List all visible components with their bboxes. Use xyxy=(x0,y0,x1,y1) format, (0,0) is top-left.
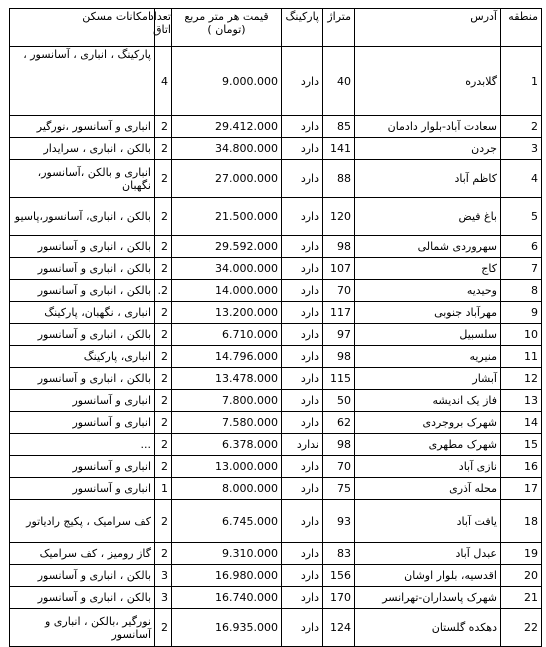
header-address: آدرس xyxy=(355,9,501,47)
cell-region: 10 xyxy=(501,324,542,346)
cell-region: 19 xyxy=(501,543,542,565)
cell-address: آبشار xyxy=(355,368,501,390)
cell-rooms: 3 xyxy=(155,587,172,609)
header-parking: پارکینگ xyxy=(282,9,323,47)
header-price xyxy=(172,9,282,47)
cell-amenities: بالکن ، انباری و آسانسور xyxy=(10,565,155,587)
table-row xyxy=(10,543,542,565)
cell-price: 16.740.000 xyxy=(172,587,282,609)
cell-address: شهرک مطهری xyxy=(355,434,501,456)
cell-region: 5 xyxy=(501,198,542,236)
cell-amenities: بالکن ، انباری و آسانسور xyxy=(10,324,155,346)
header-row xyxy=(10,9,542,47)
cell-parking: دارد xyxy=(282,368,323,390)
cell-parking: دارد xyxy=(282,324,323,346)
cell-parking: ندارد xyxy=(282,434,323,456)
cell-amenities: بالکن ، انباری و آسانسور xyxy=(10,280,155,302)
cell-rooms: 2 xyxy=(155,236,172,258)
table-row xyxy=(10,258,542,280)
cell-region: 7 xyxy=(501,258,542,280)
cell-price: 6.378.000 xyxy=(172,434,282,456)
cell-price: 16.980.000 xyxy=(172,565,282,587)
cell-price: 21.500.000 xyxy=(172,198,282,236)
cell-address: محله آذری xyxy=(355,478,501,500)
cell-area: 75 xyxy=(323,478,355,500)
cell-amenities: ... xyxy=(10,434,155,456)
cell-parking: دارد xyxy=(282,587,323,609)
cell-region: 16 xyxy=(501,456,542,478)
cell-parking: دارد xyxy=(282,258,323,280)
cell-area: 98 xyxy=(323,434,355,456)
cell-amenities: بالکن ، انباری، آسانسور،پاسیو xyxy=(10,198,155,236)
cell-address: سعادت آباد-بلوار دادمان xyxy=(355,116,501,138)
cell-area: 88 xyxy=(323,160,355,198)
cell-rooms: 3 xyxy=(155,565,172,587)
cell-address: منیریه xyxy=(355,346,501,368)
cell-area: 85 xyxy=(323,116,355,138)
cell-parking: دارد xyxy=(282,346,323,368)
cell-parking: دارد xyxy=(282,565,323,587)
cell-amenities: بالکن ، انباری و آسانسور xyxy=(10,368,155,390)
cell-amenities: کف سرامیک ، پکیج رادیاتور xyxy=(10,500,155,543)
cell-amenities: انباری و بالکن ،آسانسور، نگهبان xyxy=(10,160,155,198)
cell-parking: دارد xyxy=(282,543,323,565)
cell-price: 27.000.000 xyxy=(172,160,282,198)
cell-address: مهرآباد جنوبی xyxy=(355,302,501,324)
cell-rooms: 2 xyxy=(155,198,172,236)
cell-area: 120 xyxy=(323,198,355,236)
cell-price: 29.592.000 xyxy=(172,236,282,258)
cell-amenities: انباری و آسانسور xyxy=(10,456,155,478)
cell-price: 14.796.000 xyxy=(172,346,282,368)
header-rooms-line2: اتاق xyxy=(152,23,171,36)
cell-address: دهکده گلستان xyxy=(355,609,501,647)
table-row xyxy=(10,500,542,543)
cell-region: 20 xyxy=(501,565,542,587)
cell-parking: دارد xyxy=(282,478,323,500)
header-price-line1: قیمت هر متر مربع xyxy=(184,10,269,23)
cell-address: جردن xyxy=(355,138,501,160)
cell-rooms: 1 xyxy=(155,478,172,500)
cell-rooms: 2 xyxy=(155,258,172,280)
cell-region: 2 xyxy=(501,116,542,138)
cell-region: 6 xyxy=(501,236,542,258)
cell-area: 117 xyxy=(323,302,355,324)
cell-parking: دارد xyxy=(282,412,323,434)
cell-rooms: 2 xyxy=(155,160,172,198)
cell-area: 62 xyxy=(323,412,355,434)
header-area: متراژ xyxy=(323,9,355,47)
header-rooms-line1: تعداد xyxy=(148,10,171,23)
table-body xyxy=(10,47,542,647)
cell-rooms: 2 xyxy=(155,390,172,412)
cell-price: 7.800.000 xyxy=(172,390,282,412)
cell-parking: دارد xyxy=(282,609,323,647)
cell-amenities: بالکن ، انباری و آسانسور xyxy=(10,236,155,258)
cell-region: 17 xyxy=(501,478,542,500)
cell-area: 40 xyxy=(323,47,355,116)
cell-area: 141 xyxy=(323,138,355,160)
cell-parking: دارد xyxy=(282,456,323,478)
cell-rooms: 2 xyxy=(155,412,172,434)
cell-amenities: انباری و آسانسور xyxy=(10,478,155,500)
cell-price: 9.000.000 xyxy=(172,47,282,116)
cell-amenities: انباری و آسانسور ،نورگیر xyxy=(10,116,155,138)
cell-rooms: 2. xyxy=(155,280,172,302)
table-row xyxy=(10,434,542,456)
cell-amenities: انباری ، نگهبان، پارکینگ xyxy=(10,302,155,324)
table-row xyxy=(10,280,542,302)
table-row xyxy=(10,565,542,587)
cell-rooms: 2 xyxy=(155,138,172,160)
cell-area: 124 xyxy=(323,609,355,647)
cell-address: فاز یک اندیشه xyxy=(355,390,501,412)
cell-price: 29.412.000 xyxy=(172,116,282,138)
cell-area: 170 xyxy=(323,587,355,609)
cell-rooms: 2 xyxy=(155,543,172,565)
cell-area: 98 xyxy=(323,346,355,368)
cell-rooms: 2 xyxy=(155,456,172,478)
cell-parking: دارد xyxy=(282,116,323,138)
cell-address: سلسبیل xyxy=(355,324,501,346)
cell-region: 9 xyxy=(501,302,542,324)
cell-rooms: 2 xyxy=(155,368,172,390)
table-row xyxy=(10,116,542,138)
cell-address: سهروردی شمالی xyxy=(355,236,501,258)
cell-rooms: 2 xyxy=(155,346,172,368)
table-row xyxy=(10,160,542,198)
table-row xyxy=(10,47,542,116)
cell-price: 13.200.000 xyxy=(172,302,282,324)
cell-parking: دارد xyxy=(282,500,323,543)
table-row xyxy=(10,609,542,647)
cell-parking: دارد xyxy=(282,198,323,236)
cell-price: 8.000.000 xyxy=(172,478,282,500)
cell-region: 3 xyxy=(501,138,542,160)
cell-area: 115 xyxy=(323,368,355,390)
cell-parking: دارد xyxy=(282,280,323,302)
cell-price: 34.800.000 xyxy=(172,138,282,160)
cell-parking: دارد xyxy=(282,47,323,116)
cell-region: 15 xyxy=(501,434,542,456)
cell-rooms: 2 xyxy=(155,434,172,456)
cell-price: 14.000.000 xyxy=(172,280,282,302)
cell-price: 7.580.000 xyxy=(172,412,282,434)
cell-address: یافت آباد xyxy=(355,500,501,543)
table-row xyxy=(10,368,542,390)
cell-parking: دارد xyxy=(282,138,323,160)
cell-region: 4 xyxy=(501,160,542,198)
cell-address: گلابدره xyxy=(355,47,501,116)
cell-address: کاج xyxy=(355,258,501,280)
cell-amenities: گاز رومیز ، کف سرامیک xyxy=(10,543,155,565)
cell-rooms: 2 xyxy=(155,302,172,324)
header-rooms xyxy=(148,9,172,47)
cell-price: 13.000.000 xyxy=(172,456,282,478)
cell-address: شهرک بروجردی xyxy=(355,412,501,434)
table-row xyxy=(10,346,542,368)
cell-amenities: انباری و آسانسور xyxy=(10,390,155,412)
cell-parking: دارد xyxy=(282,236,323,258)
table-row xyxy=(10,390,542,412)
cell-price: 6.745.000 xyxy=(172,500,282,543)
cell-amenities: انباری و آسانسور xyxy=(10,412,155,434)
cell-rooms: 4 xyxy=(155,47,172,116)
cell-area: 107 xyxy=(323,258,355,280)
cell-address: عبدل آباد xyxy=(355,543,501,565)
cell-address: وحیدیه xyxy=(355,280,501,302)
cell-amenities: انباری، پارکینگ xyxy=(10,346,155,368)
cell-region: 1 xyxy=(501,47,542,116)
cell-price: 13.478.000 xyxy=(172,368,282,390)
table-row xyxy=(10,587,542,609)
cell-rooms: 2 xyxy=(155,324,172,346)
table-row xyxy=(10,412,542,434)
cell-amenities: پارکینگ ، انباری ، آسانسور ، xyxy=(10,47,155,116)
table-row xyxy=(10,478,542,500)
cell-area: 98 xyxy=(323,236,355,258)
cell-price: 16.935.000 xyxy=(172,609,282,647)
housing-table xyxy=(9,8,542,647)
cell-price: 9.310.000 xyxy=(172,543,282,565)
cell-region: 11 xyxy=(501,346,542,368)
cell-address: کاظم آباد xyxy=(355,160,501,198)
cell-region: 8 xyxy=(501,280,542,302)
cell-area: 50 xyxy=(323,390,355,412)
cell-address: باغ فیض xyxy=(355,198,501,236)
cell-rooms: 2 xyxy=(155,609,172,647)
cell-region: 18 xyxy=(501,500,542,543)
header-region: منطقه xyxy=(501,9,542,47)
cell-amenities: بالکن ، انباری و آسانسور xyxy=(10,587,155,609)
cell-region: 14 xyxy=(501,412,542,434)
cell-price: 34.000.000 xyxy=(172,258,282,280)
cell-rooms: 2 xyxy=(155,500,172,543)
cell-parking: دارد xyxy=(282,302,323,324)
cell-region: 22 xyxy=(501,609,542,647)
cell-area: 83 xyxy=(323,543,355,565)
table-row xyxy=(10,198,542,236)
cell-area: 156 xyxy=(323,565,355,587)
cell-address: اقدسیه، بلوار اوشان xyxy=(355,565,501,587)
cell-amenities: بالکن ، انباری و آسانسور xyxy=(10,258,155,280)
cell-amenities: بالکن ، انباری ، سرایدار xyxy=(10,138,155,160)
table-row xyxy=(10,456,542,478)
header-amenities: امکانات مسکن xyxy=(10,9,155,47)
cell-area: 97 xyxy=(323,324,355,346)
cell-parking: دارد xyxy=(282,390,323,412)
cell-region: 13 xyxy=(501,390,542,412)
cell-area: 70 xyxy=(323,280,355,302)
table-row xyxy=(10,236,542,258)
cell-region: 21 xyxy=(501,587,542,609)
cell-amenities: نورگیر ،بالکن ، انباری و آسانسور xyxy=(10,609,155,647)
document-page xyxy=(9,8,541,647)
cell-region: 12 xyxy=(501,368,542,390)
cell-area: 70 xyxy=(323,456,355,478)
header-price-line2: (تومان ) xyxy=(207,23,246,36)
cell-address: شهرک پاسداران-تهرانسر xyxy=(355,587,501,609)
cell-address: نازی آباد xyxy=(355,456,501,478)
table-row xyxy=(10,138,542,160)
cell-parking: دارد xyxy=(282,160,323,198)
table-row xyxy=(10,302,542,324)
cell-rooms: 2 xyxy=(155,116,172,138)
cell-price: 6.710.000 xyxy=(172,324,282,346)
table-row xyxy=(10,324,542,346)
cell-area: 93 xyxy=(323,500,355,543)
